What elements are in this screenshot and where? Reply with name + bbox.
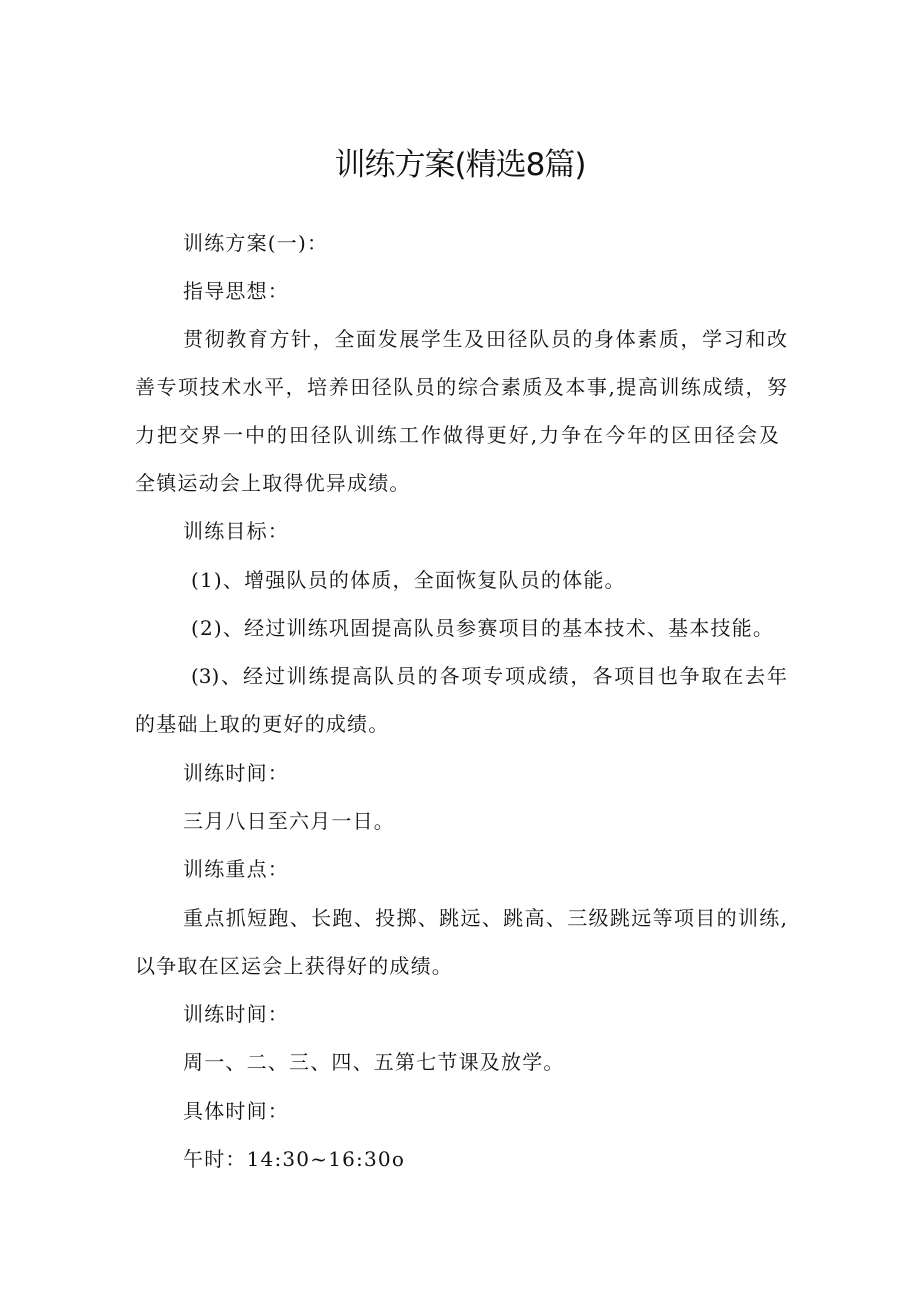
list-item: (2)、经过训练巩固提高队员参赛项目的基本技术、基本技能。: [191, 616, 775, 640]
paragraph-line: 力把交界一中的田径队训练工作做得更好,力争在今年的区田径会及: [135, 423, 779, 447]
document-title: 训练方案(精选8篇): [334, 147, 586, 183]
paragraph-line: 贯彻教育方针，全面发展学生及田径队员的身体素质，学习和改: [183, 327, 787, 351]
section-heading: 训练时间：: [183, 1002, 289, 1026]
paragraph-line: 善专项技术水平，培养田径队员的综合素质及本事,提高训练成绩，努: [135, 375, 787, 399]
list-item: (1)、增强队员的体质，全面恢复队员的体能。: [191, 568, 626, 592]
list-item: (3)、经过训练提高队员的各项专项成绩，各项目也争取在去年: [191, 664, 787, 688]
paragraph-line: 三月八日至六月一日。: [183, 809, 395, 833]
paragraph-line: 重点抓短跑、长跑、投掷、跳远、跳高、三级跳远等项目的训练,: [183, 906, 787, 930]
section-heading: 训练方案(一)：: [183, 231, 329, 255]
section-heading: 训练目标：: [183, 519, 289, 543]
section-heading: 训练重点：: [183, 857, 289, 881]
paragraph-line: 的基础上取的更好的成绩。: [135, 712, 390, 736]
paragraph-line: 以争取在区运会上获得好的成绩。: [135, 954, 453, 978]
paragraph-line: 周一、二、三、四、五第七节课及放学。: [183, 1050, 565, 1074]
section-heading: 指导思想：: [183, 279, 289, 303]
paragraph-line: 全镇运动会上取得优异成绩。: [135, 471, 411, 495]
paragraph-line: 午时：14:30~16:30o: [183, 1147, 406, 1171]
section-heading: 训练时间：: [183, 761, 289, 785]
section-heading: 具体时间：: [183, 1099, 289, 1123]
